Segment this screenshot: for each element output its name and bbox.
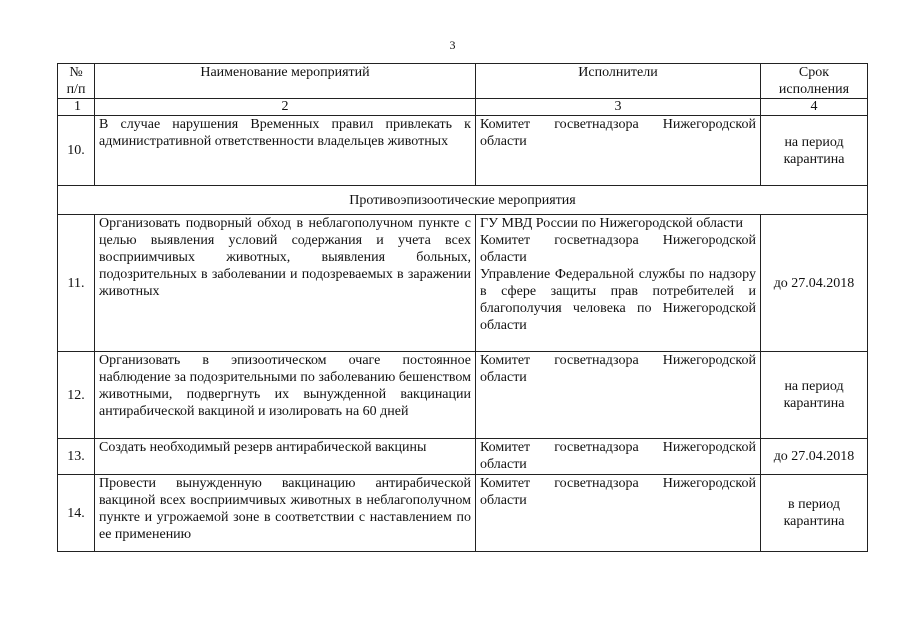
- table-row: [58, 352, 868, 439]
- executor: Комитет госветнадзора Нижегородской области: [480, 353, 756, 385]
- executors-cell: [476, 439, 761, 475]
- table-row: [58, 116, 868, 186]
- term-cell: на период карантина: [761, 352, 868, 439]
- header-name: Наименование мероприятий: [95, 64, 476, 99]
- header-num: № п/п: [58, 64, 95, 99]
- term-cell: в период карантина: [761, 475, 868, 552]
- executor: Комитет госветнадзора Нижегородской области: [480, 117, 756, 149]
- section-title: Противоэпизоотические мероприятия: [58, 186, 868, 215]
- executors-cell: [476, 352, 761, 439]
- column-number: 2: [95, 99, 476, 116]
- executor: Управление Федеральной службы по надзору в сфере защиты прав потребителей и благополучия человека по Нижегородской области: [480, 267, 756, 333]
- row-number: 11.: [58, 215, 95, 352]
- executors-cell: [476, 215, 761, 352]
- header-term: Срок исполнения: [761, 64, 868, 99]
- executor: Комитет госветнадзора Нижегородской области: [480, 476, 756, 508]
- executor: Комитет госветнадзора Нижегородской области: [480, 440, 756, 472]
- term-cell: на период карантина: [761, 116, 868, 186]
- term-cell: до 27.04.2018: [761, 215, 868, 352]
- measure-name: Организовать в эпизоотическом очаге постоянное наблюдение за подозрительными по заболеванию бешенством животными, подвергнуть их вынужденной вакцинации антирабической вакциной и изолировать на 60 дней: [95, 352, 476, 439]
- column-number: 4: [761, 99, 868, 116]
- measure-name: Организовать подворный обход в неблагополучном пункте с целью выявления условий содержания и учета всех восприимчивых животных, выявления больных, подозрительных в заболевании и подозреваемых в заражении животных: [95, 215, 476, 352]
- row-number: 14.: [58, 475, 95, 552]
- row-number: 12.: [58, 352, 95, 439]
- column-numbers-row: [58, 99, 868, 116]
- executor: Комитет госветнадзора Нижегородской области: [480, 233, 756, 265]
- executors-cell: [476, 116, 761, 186]
- table-row: [58, 439, 868, 475]
- table-row: [58, 475, 868, 552]
- row-number: 13.: [58, 439, 95, 475]
- table-header-row: [58, 64, 868, 99]
- measures-table: [57, 63, 868, 552]
- executors-cell: [476, 475, 761, 552]
- page-number: 3: [449, 38, 456, 52]
- column-number: 3: [476, 99, 761, 116]
- row-number: 10.: [58, 116, 95, 186]
- header-executors: Исполнители: [476, 64, 761, 99]
- section-row: [58, 186, 868, 215]
- executor: ГУ МВД России по Нижегородской области: [480, 216, 744, 231]
- column-number: 1: [58, 99, 95, 116]
- table-row: [58, 215, 868, 352]
- measure-name: Создать необходимый резерв антирабической вакцины: [95, 439, 476, 475]
- measure-name: В случае нарушения Временных правил привлекать к административной ответственности владельцев животных: [95, 116, 476, 186]
- term-cell: до 27.04.2018: [761, 439, 868, 475]
- measure-name: Провести вынужденную вакцинацию антирабической вакциной всех восприимчивых животных в неблагополучном пункте и угрожаемой зоне в соответствии с наставлением по ее применению: [95, 475, 476, 552]
